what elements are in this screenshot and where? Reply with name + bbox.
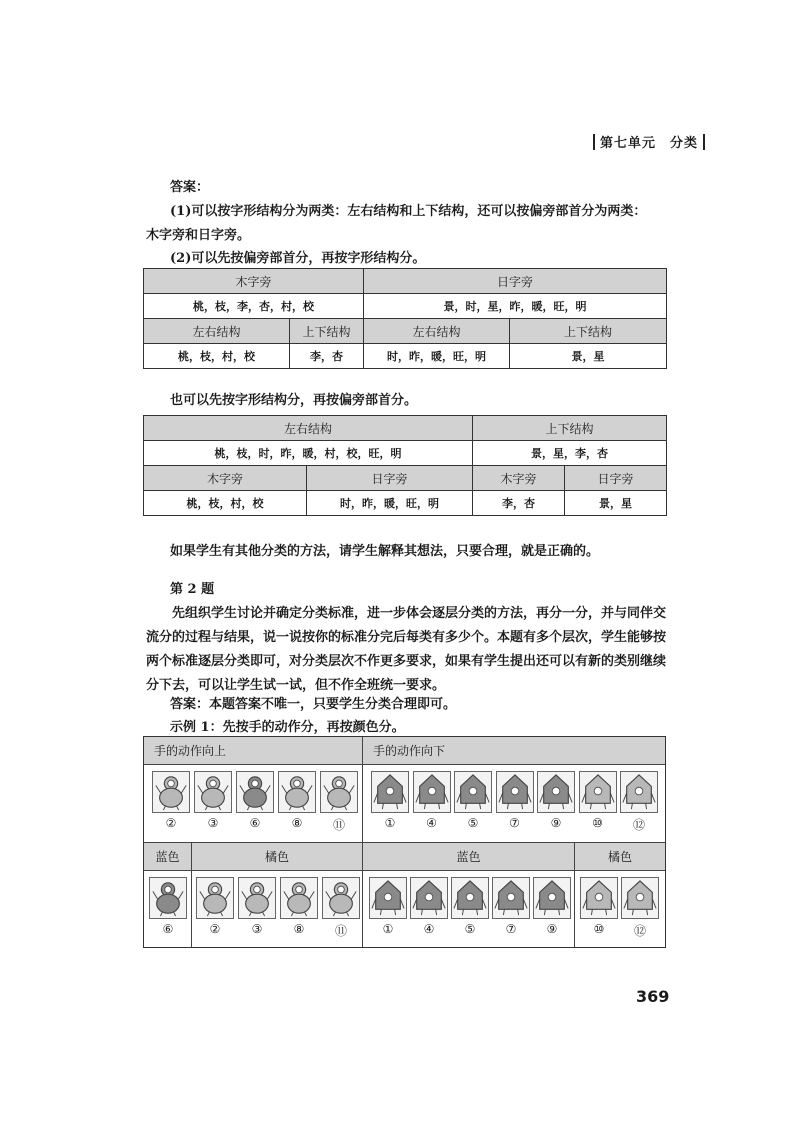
header-divider <box>703 134 705 150</box>
figure-number-label: ⑫ <box>632 818 645 832</box>
robot-hands-up-icon <box>322 877 360 919</box>
header-unit: 第七单元 <box>600 136 657 151</box>
table1-header: 木字旁 <box>144 269 364 294</box>
table1-subheader: 上下结构 <box>510 319 667 344</box>
robot-hands-down-icon <box>496 771 534 813</box>
table2-cell: 桃，枝，时，昨，暖，村，校，旺，明 <box>144 441 473 466</box>
header-divider <box>593 134 595 150</box>
hands-up-group <box>144 765 363 843</box>
figure-number-label: ④ <box>426 816 437 830</box>
figure-number-label: ⑥ <box>249 816 261 830</box>
table1-subheader: 左右结构 <box>144 319 290 344</box>
robot-hands-up-icon <box>152 771 190 813</box>
figure-number-label: ⑧ <box>293 922 305 936</box>
robot-hands-up-icon <box>236 771 274 813</box>
figure-number-label: ② <box>209 922 221 936</box>
robot-hands-up-icon <box>320 771 358 813</box>
hands-down-header: 手的动作向下 <box>363 737 665 765</box>
table1-cell: 桃，枝，村，校 <box>144 344 290 369</box>
para2: (2)可以先按偏旁部首分，再按字形结构分。 <box>170 251 426 266</box>
para4: 如果学生有其他分类的方法，请学生解释其想法，只要合理，就是正确的。 <box>170 544 600 559</box>
orange-header: 橘色 <box>575 843 665 871</box>
answer-label: 答案： <box>170 180 210 195</box>
robot-hands-down-icon <box>369 877 407 919</box>
table2-subheader: 木字旁 <box>144 466 307 491</box>
question2-answer: 答案：本题答案不唯一，只要学生分类合理即可。 <box>170 697 457 712</box>
figure-number-label: ⑦ <box>505 922 517 936</box>
table2-header: 左右结构 <box>144 416 473 441</box>
figure-number-label: ③ <box>251 922 263 936</box>
robot-hands-up-icon <box>278 771 316 813</box>
table-radical-then-structure <box>143 268 667 369</box>
figure-number-label: ① <box>384 816 396 830</box>
figure-number-label: ① <box>382 922 394 936</box>
table1-subheader: 上下结构 <box>290 319 364 344</box>
figure-number-label: ⑫ <box>633 924 646 938</box>
page-number: 369 <box>636 987 670 1006</box>
robot-hands-down-icon <box>620 771 658 813</box>
robot-hands-down-icon <box>537 771 575 813</box>
robot-hands-up-icon <box>194 771 232 813</box>
robot-hands-down-icon <box>580 877 618 919</box>
figure-number-label: ⑥ <box>162 922 174 936</box>
table1-cell: 景，时，星，昨，暖，旺，明 <box>364 294 667 319</box>
table1-subheader: 左右结构 <box>364 319 510 344</box>
down-blue-group <box>363 871 575 947</box>
figure-number-label: ⑤ <box>467 816 479 830</box>
table2-cell: 景，星 <box>565 491 667 516</box>
robot-hands-down-icon <box>533 877 571 919</box>
figure-number-label: ⑪ <box>332 818 345 832</box>
hands-up-header: 手的动作向上 <box>144 737 363 765</box>
robot-hands-down-icon <box>371 771 409 813</box>
figure-number-label: ⑦ <box>509 816 520 830</box>
figure-number-label: ④ <box>423 922 435 936</box>
classification-figure <box>143 736 666 948</box>
question2-title: 第 2 题 <box>170 582 215 597</box>
para3: 也可以先按字形结构分，再按偏旁部首分。 <box>170 393 418 408</box>
running-header <box>588 132 710 151</box>
table2-subheader: 日字旁 <box>565 466 667 491</box>
up-blue-group <box>144 871 192 947</box>
table2-cell: 景，星，李，杏 <box>473 441 667 466</box>
table2-header: 上下结构 <box>473 416 667 441</box>
robot-hands-down-icon <box>451 877 489 919</box>
table-structure-then-radical <box>143 415 667 516</box>
table1-header: 日字旁 <box>364 269 667 294</box>
robot-hands-down-icon <box>621 877 659 919</box>
table1-cell: 时，昨，暖，旺，明 <box>364 344 510 369</box>
table1-cell: 李，杏 <box>290 344 364 369</box>
table1-cell: 景，星 <box>510 344 667 369</box>
hands-down-group <box>363 765 665 843</box>
figure-number-label: ⑩ <box>592 816 603 830</box>
robot-hands-down-icon <box>579 771 617 813</box>
orange-header: 橘色 <box>192 843 363 871</box>
question2-body: 先组织学生讨论并确定分类标准，进一步体会逐层分类的方法，再分一分，并与同伴交流分的过程与结果，说一说按你的标准分完后每类有多少个。本题有多个层次，学生能够按两个标准逐层分类即可，对分类层次不作更多要求，如果有学生提出还可以有新的类别继续分下去，可以让学生试一试，但不作全班统一要求。 <box>146 606 667 693</box>
table2-cell: 李，杏 <box>473 491 565 516</box>
robot-hands-down-icon <box>410 877 448 919</box>
figure-number-label: ⑪ <box>334 924 347 938</box>
down-orange-group <box>575 871 665 947</box>
table1-cell: 桃，枝，李，杏，村，校 <box>144 294 364 319</box>
table2-cell: 时，昨，暖，旺，明 <box>307 491 473 516</box>
robot-hands-up-icon <box>238 877 276 919</box>
table2-subheader: 木字旁 <box>473 466 565 491</box>
figure-number-label: ⑤ <box>464 922 476 936</box>
example1-caption: 示例 1：先按手的动作分，再按颜色分。 <box>170 720 405 735</box>
figure-number-label: ③ <box>207 816 219 830</box>
figure-number-label: ⑨ <box>546 922 558 936</box>
para1-line1: (1)可以按字形结构分为两类：左右结构和上下结构，还可以按偏旁部首分为两类： <box>170 204 647 219</box>
robot-hands-up-icon <box>149 877 187 919</box>
robot-hands-down-icon <box>492 877 530 919</box>
table2-cell: 桃，枝，村，校 <box>144 491 307 516</box>
blue-header: 蓝色 <box>144 843 192 871</box>
robot-hands-down-icon <box>454 771 492 813</box>
figure-number-label: ② <box>165 816 177 830</box>
robot-hands-down-icon <box>413 771 451 813</box>
header-topic: 分类 <box>670 136 699 151</box>
robot-hands-up-icon <box>196 877 234 919</box>
blue-header: 蓝色 <box>363 843 575 871</box>
figure-number-label: ⑨ <box>550 816 562 830</box>
figure-number-label: ⑩ <box>593 922 605 936</box>
table2-subheader: 日字旁 <box>307 466 473 491</box>
figure-number-label: ⑧ <box>291 816 303 830</box>
up-orange-group <box>192 871 363 947</box>
robot-hands-up-icon <box>280 877 318 919</box>
para1-line2: 木字旁和日字旁。 <box>146 228 251 243</box>
